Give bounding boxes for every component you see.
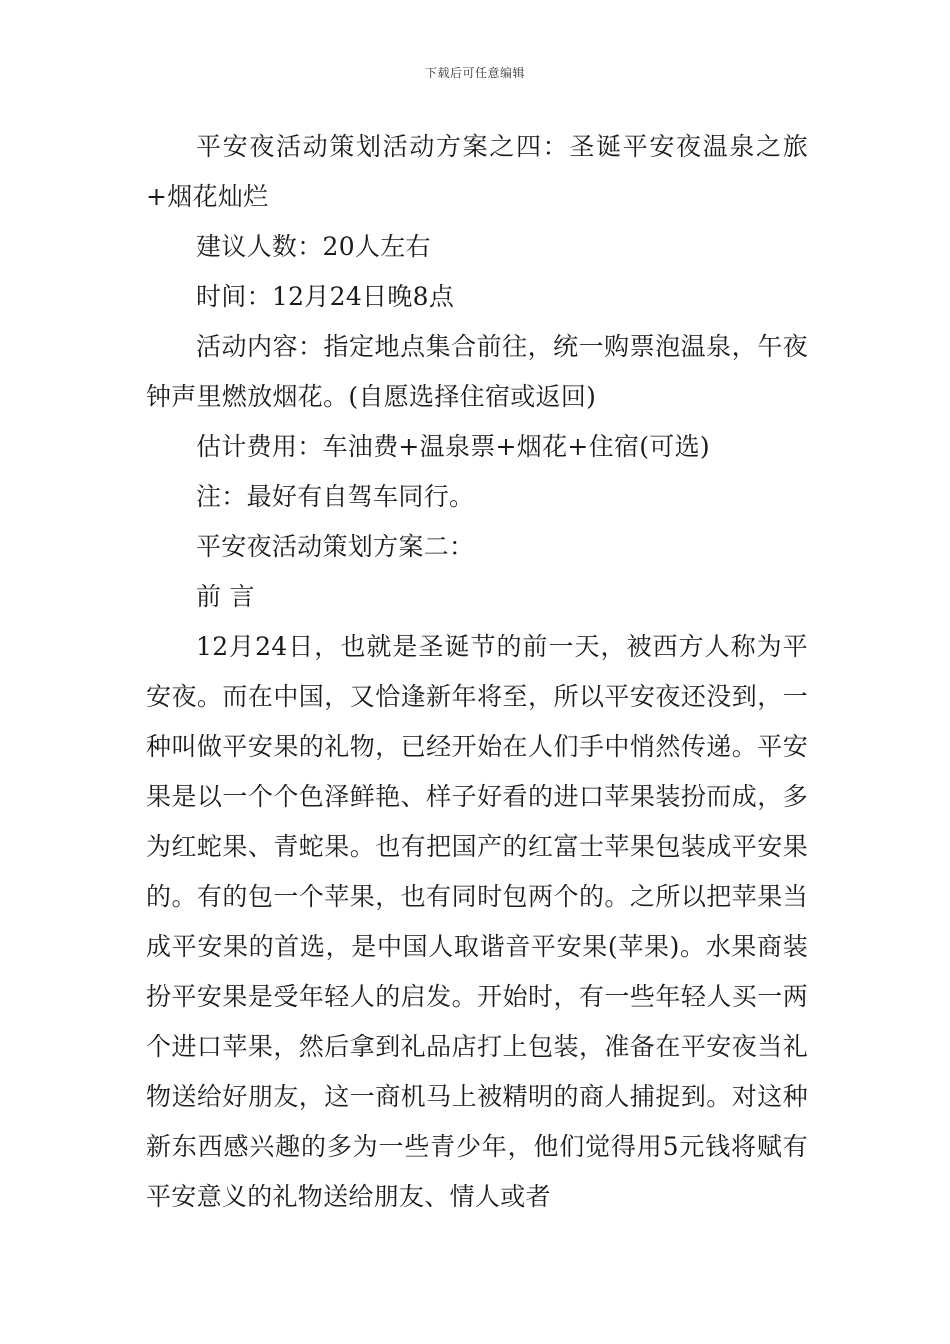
header-note: 下载后可任意编辑 xyxy=(424,66,525,80)
document-body xyxy=(146,122,808,1222)
paragraph-note: 注：最好有自驾车同行。 xyxy=(196,482,475,511)
paragraph-time: 时间：12月24日晚8点 xyxy=(196,282,455,311)
paragraph-plan-four-title: 平安夜活动策划活动方案之四：圣诞平安夜温泉之旅+烟花灿烂 xyxy=(146,132,808,211)
paragraph-estimated-cost: 估计费用：车油费+温泉票+烟花+住宿(可选) xyxy=(196,432,710,461)
paragraph-preface-body: 12月24日，也就是圣诞节的前一天，被西方人称为平安夜。而在中国，又恰逢新年将至，所以平安夜还没到，一种叫做平安果的礼物，已经开始在人们手中悄然传递。平安果是以一个个色泽鲜艳、样子好看的进口苹果装扮而成，多为红蛇果、青蛇果。也有把国产的红富士苹果包装成平安果的。有的包一个苹果，也有同时包两个的。之所以把苹果当成平安果的首选，是中国人取谐音平安果(苹果)。水果商装扮平安果是受年轻人的启发。开始时，有一些年轻人买一两个进口苹果，然后拿到礼品店打上包装，准备在平安夜当礼物送给好朋友，这一商机马上被精明的商人捕捉到。对这种新东西感兴趣的多为一些青少年，他们觉得用5元钱将赋有平安意义的礼物送给朋友、情人或者 xyxy=(146,632,808,1211)
paragraph-suggested-count: 建议人数：20人左右 xyxy=(196,232,431,261)
paragraph-preface-heading: 前 言 xyxy=(196,582,255,611)
paragraph-activity-content: 活动内容：指定地点集合前往，统一购票泡温泉，午夜钟声里燃放烟花。(自愿选择住宿或返回) xyxy=(146,332,808,411)
paragraph-plan-two-title: 平安夜活动策划方案二： xyxy=(196,532,475,561)
